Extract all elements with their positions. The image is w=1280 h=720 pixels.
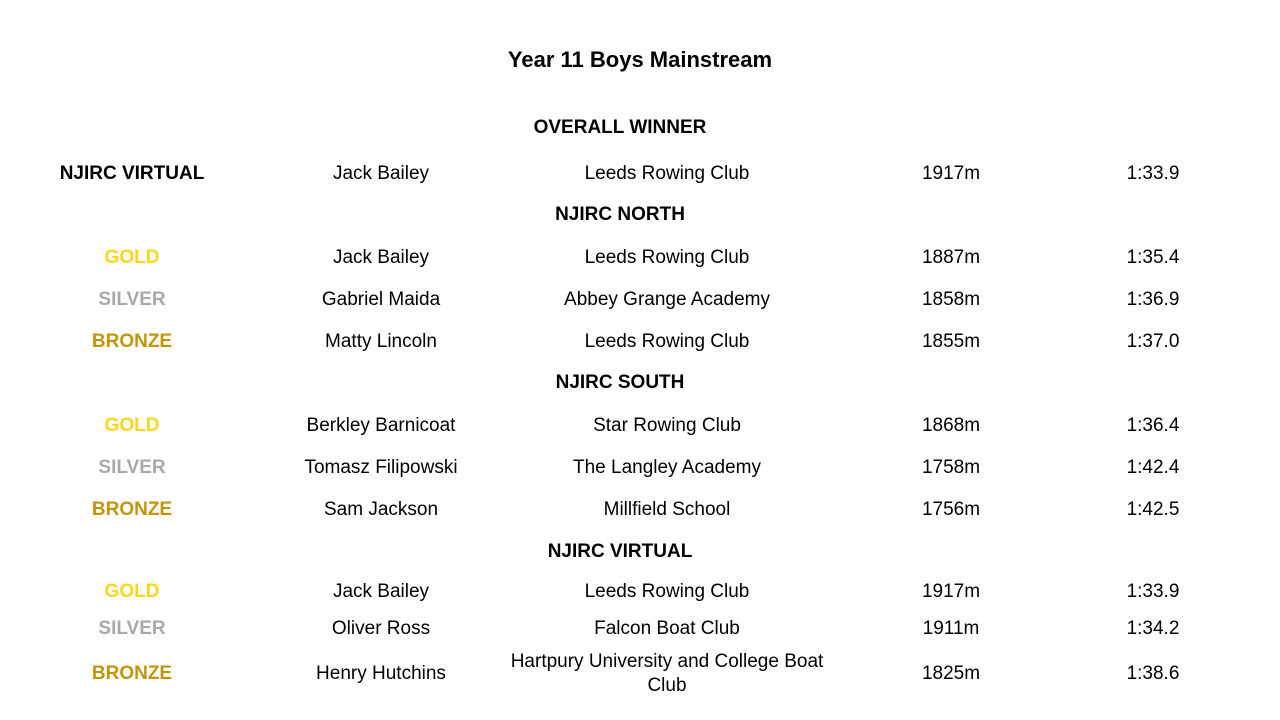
medal-label: SILVER — [98, 457, 166, 478]
athlete-name: Oliver Ross — [331, 618, 431, 639]
medal-label: BRONZE — [91, 663, 173, 684]
results-row — [0, 490, 1280, 530]
distance: 1917m — [921, 163, 981, 184]
distance: 1758m — [921, 457, 981, 478]
time: 1:42.4 — [1126, 457, 1180, 478]
results-row — [0, 609, 1280, 649]
time: 1:42.5 — [1126, 499, 1180, 520]
result-label: NJIRC VIRTUAL — [59, 163, 205, 184]
medal-label: BRONZE — [91, 499, 173, 520]
results-row-overall — [0, 154, 1280, 194]
results-row — [0, 572, 1280, 612]
club-name: Falcon Boat Club — [594, 618, 740, 639]
club-name: Leeds Rowing Club — [584, 581, 750, 602]
time: 1:36.4 — [1126, 415, 1180, 436]
section-heading-virtual: NJIRC VIRTUAL — [547, 541, 693, 562]
time: 1:36.9 — [1126, 289, 1180, 310]
medal-label: GOLD — [104, 581, 160, 602]
page-title: Year 11 Boys Mainstream — [507, 47, 773, 72]
club-name: Millfield School — [603, 499, 731, 520]
medal-label: BRONZE — [91, 331, 173, 352]
club-name: Leeds Rowing Club — [584, 163, 750, 184]
club-name: Star Rowing Club — [593, 415, 741, 436]
athlete-name: Matty Lincoln — [325, 331, 437, 352]
club-name: Abbey Grange Academy — [564, 289, 770, 310]
club-name: Hartpury University and College Boat Club — [510, 651, 824, 696]
time: 1:34.2 — [1126, 618, 1180, 639]
section-heading-overall: OVERALL WINNER — [533, 117, 707, 138]
club-name: Leeds Rowing Club — [584, 331, 750, 352]
results-row — [0, 406, 1280, 446]
section-heading-south: NJIRC SOUTH — [555, 372, 685, 393]
time: 1:37.0 — [1126, 331, 1180, 352]
athlete-name: Berkley Barnicoat — [306, 415, 456, 436]
distance: 1911m — [922, 618, 980, 639]
distance: 1756m — [921, 499, 981, 520]
athlete-name: Jack Bailey — [332, 163, 430, 184]
section-heading-north: NJIRC NORTH — [555, 204, 685, 225]
medal-label: GOLD — [104, 247, 160, 268]
medal-label: SILVER — [98, 618, 166, 639]
athlete-name: Jack Bailey — [332, 247, 430, 268]
medal-label: GOLD — [104, 415, 160, 436]
time: 1:35.4 — [1126, 247, 1180, 268]
time: 1:33.9 — [1126, 163, 1180, 184]
distance: 1855m — [921, 331, 981, 352]
club-name: Leeds Rowing Club — [584, 247, 750, 268]
athlete-name: Jack Bailey — [332, 581, 430, 602]
distance: 1858m — [921, 289, 981, 310]
results-row — [0, 322, 1280, 362]
athlete-name: Tomasz Filipowski — [304, 457, 458, 478]
distance: 1917m — [921, 581, 981, 602]
results-row — [0, 448, 1280, 488]
results-row — [0, 651, 1280, 696]
results-row — [0, 238, 1280, 278]
athlete-name: Gabriel Maida — [321, 289, 441, 310]
club-name: The Langley Academy — [572, 457, 761, 478]
distance: 1868m — [921, 415, 981, 436]
time: 1:38.6 — [1126, 663, 1180, 684]
time: 1:33.9 — [1126, 581, 1180, 602]
distance: 1825m — [921, 663, 981, 684]
distance: 1887m — [921, 247, 981, 268]
medal-label: SILVER — [98, 289, 166, 310]
athlete-name: Sam Jackson — [323, 499, 439, 520]
results-row — [0, 280, 1280, 320]
athlete-name: Henry Hutchins — [316, 663, 446, 684]
